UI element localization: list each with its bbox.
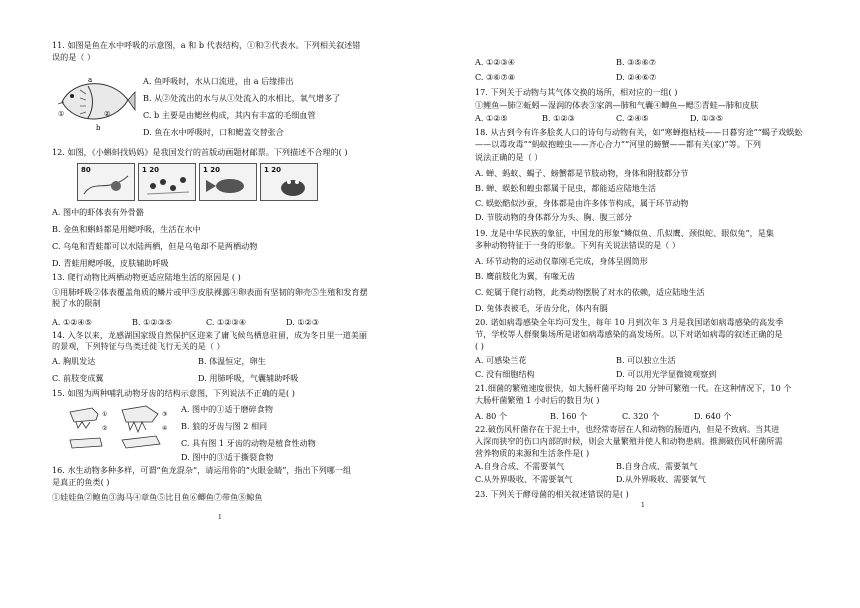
stamp-4	[260, 163, 318, 201]
q18-option-b: B. 蝉、蜈蚣和蝗虫都属于昆虫，都能适应陆地生活	[475, 183, 657, 193]
q15-option-a: A. 图中的①适于磨碎食物	[181, 404, 273, 414]
q11-option-d: D. 鱼在水中呼吸时，口和鳃盖交替张合	[143, 127, 284, 137]
q22-line1: 22.破伤风杆菌存在于泥土中，也经常寄居在人和动物的肠道内，但是不致病。当其进	[475, 424, 780, 434]
q16-option-a: A. ①②③④	[475, 57, 516, 67]
q18-line1: 18. 从古到今有许多脍炙人口的诗句与动物有关，如“寒蝉抱枯枝——日暮穷途”“蝎子戏蜈蚣	[475, 127, 803, 137]
stamp-1-value: 80	[81, 166, 91, 174]
teeth-label-1: ①	[102, 411, 108, 418]
q13-line2: 脱了水的限制	[52, 298, 101, 308]
q12-option-a: A. 图中的虾体表有外骨骼	[52, 207, 144, 217]
q15-option-c: C. 具有图 1 牙齿的动物是植食性动物	[181, 438, 316, 448]
q15-stem: 15. 如图为两种哺乳动物牙齿的结构示意图，下列说法不正确的是( )	[52, 388, 295, 398]
q11-stem-line2: 误的是（ ）	[52, 52, 96, 62]
q18-option-c: C. 蜈蚣酷似沙蚕，身体都是由许多体节构成，属于环节动物	[475, 198, 689, 208]
q22-option-b: B.自身合成、需要氧气	[616, 461, 698, 471]
q21-line1: 21.细菌的繁殖速度很快，如大肠杆菌平均每 20 分钟可繁殖一代。在这种情况下，10 个	[475, 383, 792, 393]
q14-option-a: A. 胸肌发达	[52, 356, 96, 366]
left-page-number: 1	[218, 514, 222, 521]
q11-option-a: A. 鱼呼吸时，水从口流进，由 a 后缘排出	[143, 76, 294, 86]
q16-option-b: B. ③⑤⑥⑦	[616, 57, 657, 67]
q19-line2: 多种动物特征于一身的形象。下列有关说法错误的是（ ）	[475, 240, 680, 250]
q15-option-d: D. 图中的③适于撕裂食物	[181, 452, 274, 462]
teeth-figure	[66, 402, 170, 454]
q23-stem: 23. 下列关于酵母菌的相关叙述错误的是( )	[475, 489, 629, 499]
q13-option-d: D. ①②③	[286, 317, 320, 327]
q12-stem: 12. 如图，《小蝌蚪找妈妈》是我国发行的首版动画题材邮票。下列描述不合理的( )	[52, 147, 348, 157]
q18-option-a: A. 蝉、蚂蚁、蝎子、螃蟹都是节肢动物，身体和附肢都分节	[475, 168, 689, 178]
q22-option-c: C.从外界吸收、不需要氧气	[475, 474, 573, 484]
q17-option-a: A. ①②⑤	[475, 113, 508, 123]
q14-option-b: B. 体温恒定，卵生	[198, 356, 266, 366]
q16-line2: 是真正的鱼类( )	[52, 477, 110, 487]
stamp-3-value: 1 20	[203, 166, 221, 174]
q19-option-a: A. 环节动物的运动仅靠刚毛完成，身体呈圆筒形	[475, 256, 648, 266]
stamp-2-value: 1 20	[142, 166, 160, 174]
q17-line1: ①鲤鱼—肺②蚯蚓—湿润的体表③家鸽—肺和气囊④鲫鱼—鳃⑤青蛙—肺和皮肤	[475, 100, 759, 110]
q18-line2: ——以毒攻毒”“蚂蚁抱蝗虫——齐心合力”“河里的螃蟹——都有关(家)”等。下列	[475, 139, 762, 149]
q19-line1: 19. 龙是中华民族的象征，中国龙的形象“鳞似鱼、爪似鹰、颈似蛇、眼似兔”，是集	[475, 228, 774, 238]
stamp-4-value: 1 20	[264, 166, 282, 174]
q22-option-d: D.从外界吸收、需要氧气	[616, 474, 706, 484]
q18-option-d: D. 节肢动物的身体都分为头、胸、腹三部分	[475, 212, 633, 222]
right-page-number: 1	[641, 502, 645, 509]
fish-gill-figure	[58, 72, 136, 134]
q20-line3: ( )	[475, 341, 484, 351]
q21-option-b: B. 160 个	[550, 411, 588, 421]
q14-line1: 14. 入冬以来，龙感湖国家级自然保护区迎来了庸飞候鸟栖息驻留，成为冬日里一道美丽	[52, 330, 367, 340]
q22-line3: 营养物质的来源和生活条件是( )	[475, 448, 590, 458]
q21-line2: 大肠杆菌繁殖 1 小时后的数目为( )	[475, 395, 600, 405]
q20-line1: 20. 诺如病毒感染全年均可发生，每年 10 月到次年 3 月是我国诺如病毒感染的高发季	[475, 317, 784, 327]
q14-line2: 的景观，下列特征与鸟类迁徙飞行无关的是（ ）	[52, 341, 225, 351]
q17-option-c: C. ②④⑤	[616, 113, 649, 123]
stamp-1	[77, 163, 135, 201]
q19-option-d: D. 兔体表被毛，牙齿分化，体内有膈	[475, 303, 608, 313]
q19-option-c: C. 蛇属于爬行动物，此类动物摆脱了对水的依赖，适应陆地生活	[475, 287, 705, 297]
q22-line2: 入深而狭窄的伤口内部的时候，则会大量繁殖并使人和动物患病。推测破伤风杆菌所需	[475, 436, 783, 446]
q14-option-c: C. 前肢变成翼	[52, 373, 104, 383]
q19-option-b: B. 鹰前肢化为翼，有喙无齿	[475, 271, 576, 281]
teeth-label-4: ④	[162, 425, 168, 432]
q17-option-d: D. ①③⑤	[690, 113, 724, 123]
q15-option-b: B. 狼的牙齿与图 2 相同	[181, 421, 268, 431]
stamp-2	[138, 163, 196, 201]
q14-option-d: D. 用肺呼吸，气囊辅助呼吸	[198, 373, 299, 383]
q16-option-d: D. ②④⑥⑦	[616, 72, 657, 82]
q20-option-a: A. 可感染兰花	[475, 355, 527, 365]
q16-line1: 16. 水生动物多种多样，可谓“鱼龙混杂”，请运用你的“火眼金睛”，指出下列哪一组	[52, 465, 352, 475]
q20-line2: 节，学校等人群聚集场所是诺如病毒感染的高发场所。以下对诺如病毒的叙述正确的是	[475, 329, 783, 339]
q13-line1: ①用肺呼吸②体表覆盖角质的鳞片或甲③皮肤裸露④卵表面有坚韧的卵壳⑤生殖和发育摆	[52, 287, 368, 297]
q13-option-b: B. ①②③⑤	[132, 317, 173, 327]
q21-option-a: A. 80 个	[475, 411, 507, 421]
q21-option-c: C. 320 个	[622, 411, 660, 421]
q17-stem: 17. 下列关于动物与其气体交换的场所，相对应的一组( )	[475, 87, 678, 97]
q21-option-d: D. 640 个	[694, 411, 732, 421]
fish-label-2: ②	[104, 110, 111, 118]
q22-option-a: A.自身合成、不需要氧气	[475, 461, 565, 471]
q16-line3: ①娃娃鱼②鲍鱼③海马④章鱼⑤比目鱼⑥鲫鱼⑦带鱼⑧鲸鱼	[52, 492, 263, 502]
q12-option-c: C. 乌龟和青蛙都可以水陆两栖，但是乌龟却不是两栖动物	[52, 241, 258, 251]
q12-option-d: D. 青蛙用鳃呼吸，皮肤辅助呼吸	[52, 258, 169, 268]
q13-stem: 13. 爬行动物比两栖动物更适应陆地生活的原因是 ( )	[52, 272, 241, 282]
q17-option-b: B. ①②③	[542, 113, 575, 123]
fish-label-b: b	[96, 124, 101, 132]
q16-option-c: C. ③⑥⑦⑧	[475, 72, 516, 82]
teeth-label-3: ③	[162, 411, 168, 418]
q11-option-b: B. 从②处流出的水与从①处流入的水相比，氧气增多了	[143, 93, 341, 103]
q11-stem-line1: 11. 如图是鱼在水中呼吸的示意图，a 和 b 代表结构，①和②代表水。下列相关叙述错	[52, 40, 361, 50]
q13-option-a: A. ①②④⑤	[52, 317, 93, 327]
fish-label-a: a	[88, 76, 93, 84]
teeth-label-2: ②	[102, 425, 108, 432]
q11-option-c: C. b 主要是由鳃丝构成，其内有丰富的毛细血管	[143, 110, 316, 120]
q20-option-d: D. 可以用光学显微镜观察到	[616, 369, 717, 379]
q18-line3: 说法正确的是（ ）	[475, 152, 543, 162]
stamp-3	[199, 163, 257, 201]
fish-label-1: ①	[58, 110, 65, 118]
q13-option-c: C. ①②③④	[206, 317, 247, 327]
q20-option-c: C. 没有细胞结构	[475, 369, 535, 379]
q20-option-b: B. 可以独立生活	[616, 355, 676, 365]
q12-option-b: B. 金鱼和蝌蚪都是用鳃呼吸，生活在水中	[52, 224, 201, 234]
